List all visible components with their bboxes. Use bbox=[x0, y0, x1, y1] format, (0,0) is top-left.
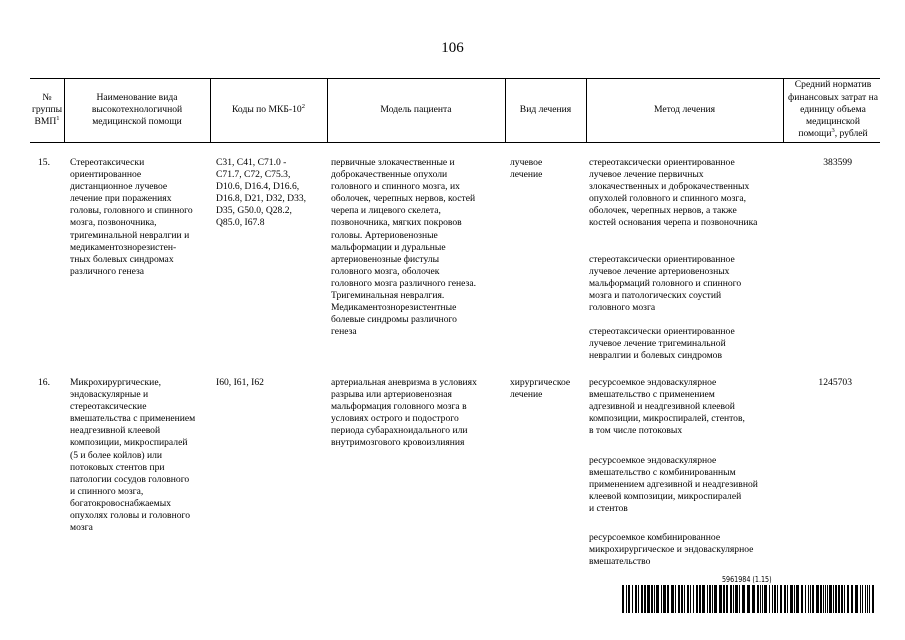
row-method: ресурсоемкое эндоваскулярное вмешательство с применением адгезивной и неадгезивной клеевой композиции, микроспиралей, стентов, в том числе потоковых bbox=[589, 377, 745, 437]
barcode-bar bbox=[764, 585, 767, 613]
barcode-bar bbox=[739, 585, 740, 613]
barcode-bar bbox=[723, 585, 725, 613]
barcode-bar bbox=[622, 585, 624, 613]
barcode-bar bbox=[757, 585, 759, 613]
barcode-bar bbox=[823, 585, 824, 613]
barcode-bar bbox=[644, 585, 646, 613]
barcode-bar bbox=[867, 585, 868, 613]
barcode-bar bbox=[838, 585, 840, 613]
barcode-bar bbox=[760, 585, 761, 613]
barcode-bar bbox=[810, 585, 811, 613]
row-icd-codes: C31, C41, C71.0 - C71.7, C72, C75.3, D10.6, D16.4, D16.6, D16.8, D21, D32, D33, D35, G50.0, Q28.2, Q85.0, I67.8 bbox=[216, 157, 307, 229]
barcode-bar bbox=[865, 585, 866, 613]
barcode-bar bbox=[869, 585, 870, 613]
barcode-bar bbox=[726, 585, 728, 613]
barcode-bar bbox=[707, 585, 708, 613]
barcode-number: 5961984 (1.15) bbox=[722, 575, 772, 584]
barcode-bar bbox=[780, 585, 782, 613]
barcode-bar bbox=[747, 585, 750, 613]
barcode-bar bbox=[626, 585, 627, 613]
row-cost: 383599 bbox=[823, 157, 852, 168]
barcode-bar bbox=[829, 585, 832, 613]
row-treatment-type: хирургическое лечение bbox=[510, 377, 571, 401]
barcode-bar bbox=[816, 585, 819, 613]
barcode-bar bbox=[661, 585, 662, 613]
barcode-bar bbox=[827, 585, 828, 613]
row-icd-codes: I60, I61, I62 bbox=[216, 377, 264, 388]
header-group-number: № группы ВМП$^1$ bbox=[31, 91, 63, 128]
header-divider bbox=[64, 78, 65, 142]
row-cost: 1245703 bbox=[818, 377, 852, 388]
header-avg-cost: Средний норматив финансовых затрат на единицу объема медицинской помощи$^3$, рублей bbox=[787, 79, 878, 140]
header-treatment-type: Вид лечения bbox=[519, 103, 572, 115]
row-method: ресурсоемкое комбинированное микрохирургическое и эндоваскулярное вмешательство bbox=[589, 532, 754, 568]
barcode-bar bbox=[774, 585, 776, 613]
row-treatment-type: лучевое лечение bbox=[510, 157, 543, 181]
barcode-bar bbox=[769, 585, 770, 613]
barcode-bar bbox=[733, 585, 734, 613]
barcode-bar bbox=[742, 585, 745, 613]
header-patient-model: Модель пациента bbox=[380, 103, 452, 115]
barcode-bar bbox=[772, 585, 773, 613]
header-icd-codes: Коды по МКБ-$10^2$ bbox=[232, 102, 305, 115]
barcode-bar bbox=[860, 585, 861, 613]
barcode-bar bbox=[833, 585, 834, 613]
barcode-bar bbox=[656, 585, 659, 613]
row-patient-model: артериальная аневризма в условиях разрыва или артериовенозная мальформация головного мозга в условиях острого и подострого периода субарахноидального или внутримозгового кровоизлияния bbox=[331, 377, 477, 449]
barcode-bar bbox=[712, 585, 713, 613]
barcode-bar bbox=[787, 585, 788, 613]
barcode-bar bbox=[699, 585, 701, 613]
row-number: 16. bbox=[38, 377, 50, 388]
row-method: ресурсоемкое эндоваскулярное вмешательство с комбинированным применением адгезивной и неадгезивной клеевой композиции, микроспиралей и стентов bbox=[589, 455, 758, 515]
barcode-bar bbox=[777, 585, 778, 613]
barcode-bar bbox=[684, 585, 685, 613]
row-method: стереотаксически ориентированное лучевое лечение первичных злокачественных и доброкачественных опухолей головного и спинного мозга, оболочек, черепных нервов, а также костей основания черепа и позвоночника bbox=[589, 157, 758, 229]
header-bottom-rule bbox=[30, 142, 880, 143]
barcode-bar bbox=[681, 585, 683, 613]
barcode-bar bbox=[752, 585, 755, 613]
header-care-type: Наименование вида высокотехнологичной медицинской помощи bbox=[91, 91, 183, 128]
barcode bbox=[622, 585, 876, 613]
barcode-bar bbox=[794, 585, 795, 613]
barcode-bar bbox=[671, 585, 674, 613]
barcode-bar bbox=[687, 585, 689, 613]
barcode-bar bbox=[651, 585, 653, 613]
barcode-bar bbox=[801, 585, 803, 613]
row-number: 15. bbox=[38, 157, 50, 168]
page-number: 106 bbox=[441, 40, 464, 56]
barcode-bar bbox=[841, 585, 843, 613]
row-method: стереотаксически ориентированное лучевое лечение артериовенозных мальформаций головного и спинного мозга и патологических соустий головного мозга bbox=[589, 254, 742, 314]
barcode-bar bbox=[730, 585, 732, 613]
barcode-bar bbox=[638, 585, 639, 613]
barcode-bar bbox=[709, 585, 711, 613]
row-patient-model: первичные злокачественные и доброкачественные опухоли головного и спинного мозга, их оболочек, черепных нервов, костей черепа и лицевого скелета, позвоночника, мягких покровов головы. Артериовенозные мальформации и дуральные артериовенозные фистулы головного мозга, оболочек головного мозга различного генеза. Тригеминальная невралгия. Медикаментознорезистентные болевые синдромы различного генеза bbox=[331, 157, 476, 338]
barcode-bar bbox=[641, 585, 643, 613]
barcode-bar bbox=[719, 585, 722, 613]
barcode-bar bbox=[790, 585, 793, 613]
barcode-bar bbox=[663, 585, 666, 613]
barcode-bar bbox=[702, 585, 705, 613]
barcode-bar bbox=[628, 585, 630, 613]
barcode-bar bbox=[690, 585, 691, 613]
barcode-bar bbox=[844, 585, 845, 613]
barcode-bar bbox=[862, 585, 863, 613]
barcode-bar bbox=[696, 585, 698, 613]
row-care-name: Микрохирургические, эндоваскулярные и стереотаксические вмешательства с применением неадгезивной клеевой композиции, микроспиралей (5 и более койлов) или потоковых стентов при патологии сосудов головного и спинного мозга, богатокровоснабжаемых опухолях головы и головного мозга bbox=[70, 377, 196, 534]
barcode-bar bbox=[796, 585, 799, 613]
barcode-bar bbox=[714, 585, 717, 613]
barcode-bar bbox=[635, 585, 637, 613]
barcode-bar bbox=[693, 585, 694, 613]
barcode-bar bbox=[835, 585, 837, 613]
barcode-bar bbox=[735, 585, 738, 613]
barcode-bar bbox=[654, 585, 655, 613]
barcode-bar bbox=[812, 585, 814, 613]
header-divider bbox=[783, 78, 784, 142]
row-care-name: Стереотаксически ориентированное дистанционное лучевое лечение при поражениях головы, головного и спинного мозга, позвоночника, тригеминальной невралгии и медикаментознорезистен- тных болевых синдромах различного генеза bbox=[70, 157, 193, 277]
barcode-bar bbox=[632, 585, 633, 613]
barcode-bar bbox=[851, 585, 853, 613]
barcode-bar bbox=[762, 585, 763, 613]
barcode-bar bbox=[855, 585, 858, 613]
barcode-bar bbox=[667, 585, 669, 613]
barcode-bar bbox=[872, 585, 874, 613]
barcode-bar bbox=[675, 585, 676, 613]
barcode-bar bbox=[847, 585, 849, 613]
barcode-bar bbox=[805, 585, 806, 613]
row-method: стереотаксически ориентированное лучевое лечение тригеминальной невралгии и болевых синдромов bbox=[589, 326, 735, 362]
barcode-bar bbox=[647, 585, 650, 613]
header-treatment-method: Метод лечения bbox=[653, 103, 716, 115]
barcode-bar bbox=[820, 585, 822, 613]
barcode-bar bbox=[784, 585, 786, 613]
barcode-bar bbox=[825, 585, 826, 613]
barcode-bar bbox=[808, 585, 809, 613]
barcode-bar bbox=[678, 585, 680, 613]
